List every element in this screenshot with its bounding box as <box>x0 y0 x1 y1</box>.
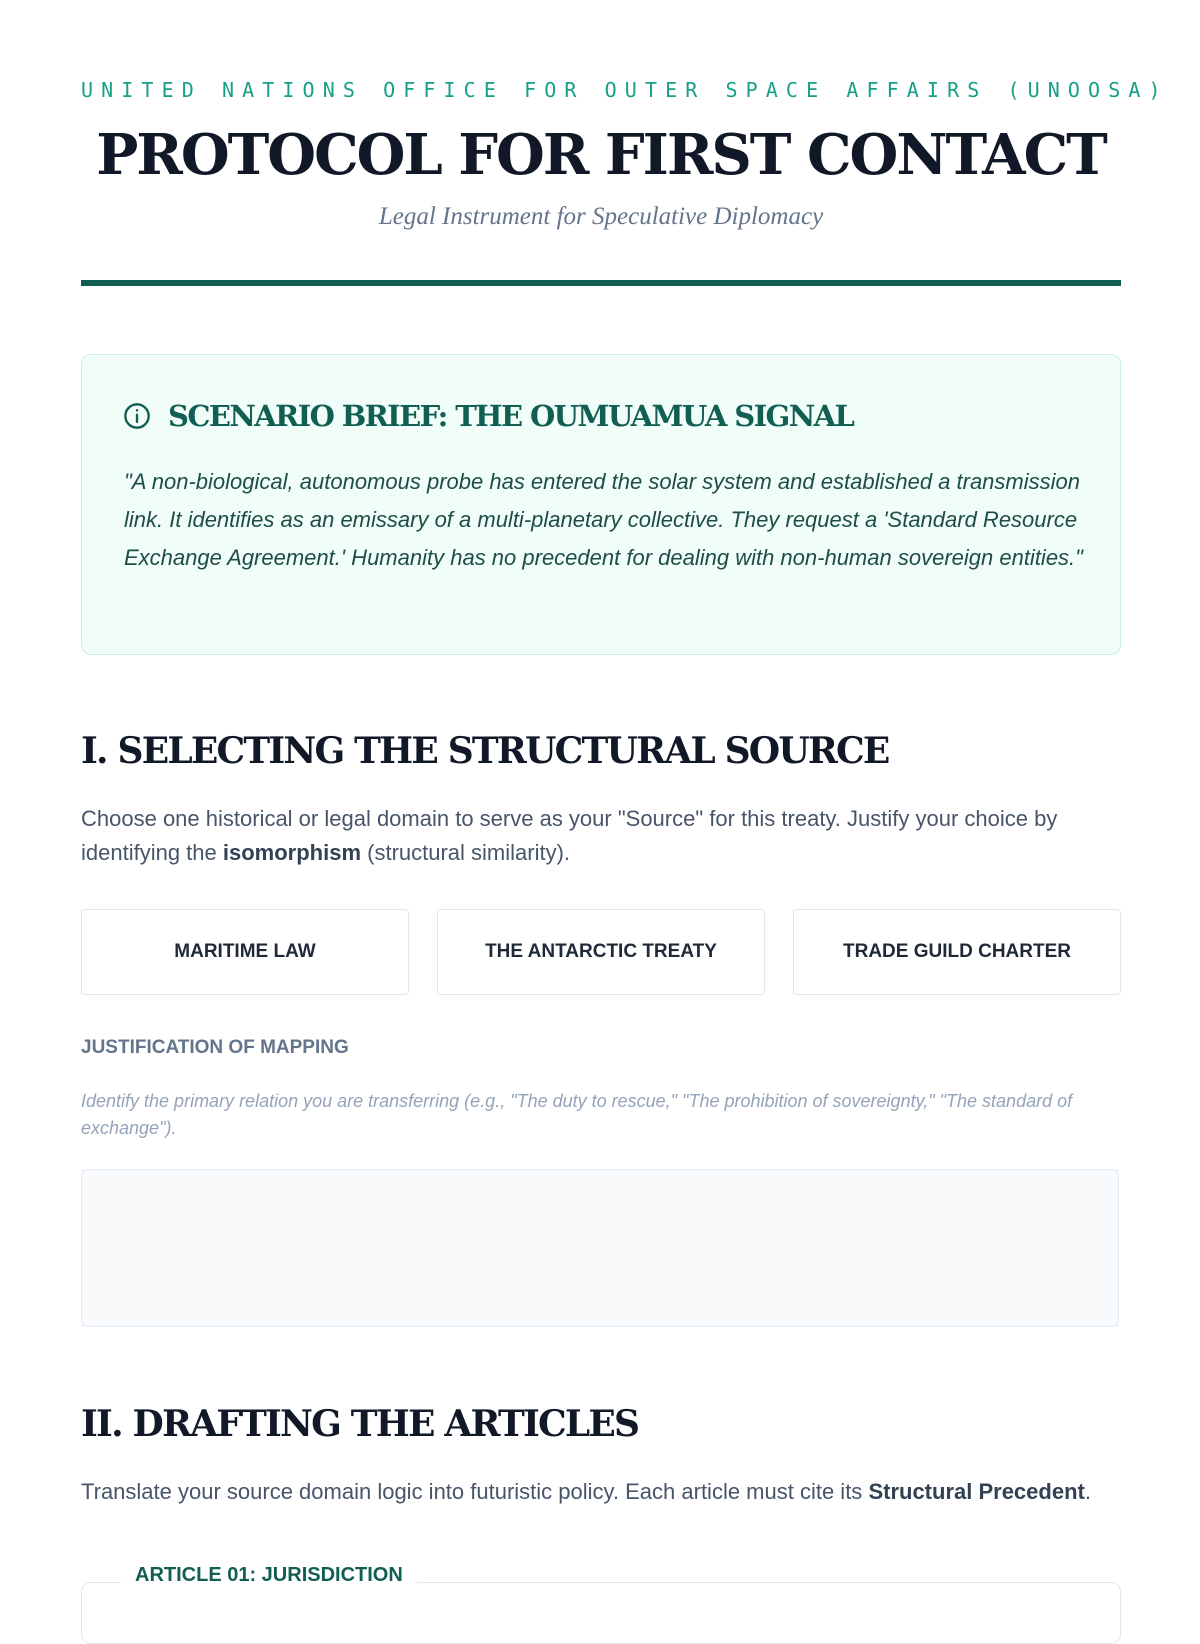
page-title: PROTOCOL FOR FIRST CONTACT <box>96 122 1106 188</box>
scenario-brief-title: SCENARIO BRIEF: THE OUMUAMUA SIGNAL <box>168 399 854 433</box>
article-01-legend: ARTICLE 01: JURISDICTION <box>121 1564 417 1587</box>
intro-text-end: (structural similarity). <box>361 840 571 865</box>
intro-emphasis: Structural Precedent <box>868 1479 1085 1504</box>
scenario-brief-card <box>81 354 1121 655</box>
page-subtitle: Legal Instrument for Speculative Diplomacy <box>378 203 824 230</box>
option-maritime-law[interactable]: MARITIME LAW <box>81 909 409 995</box>
option-trade-guild-charter[interactable]: TRADE GUILD CHARTER <box>793 909 1121 995</box>
justification-hint: Identify the primary relation you are transferring (e.g., "The duty to rescue," "The prohibition of sovereignty," "The standard of exchange"). <box>81 1091 1073 1138</box>
header-divider <box>81 280 1121 286</box>
justification-textarea[interactable] <box>81 1169 1119 1327</box>
justification-label: JUSTIFICATION OF MAPPING <box>81 1037 349 1058</box>
scenario-brief-header <box>123 399 853 433</box>
section-heading-structural-source: I. SELECTING THE STRUCTURAL SOURCE <box>81 730 889 772</box>
info-icon <box>123 402 151 430</box>
scenario-brief-text: "A non-biological, autonomous probe has entered the solar system and established a transmission link. It identifies as an emissary of a multi-planetary collective. They request a 'Standard Resource Exchange Agreement.' Humanity has no precedent for dealing with non-human sovereign entities." <box>124 469 1083 570</box>
intro-text: Translate your source domain logic into futuristic policy. Each article must cite its <box>81 1479 869 1504</box>
section-intro-structural-source <box>81 802 1121 870</box>
intro-text-end: . <box>1084 1479 1091 1504</box>
option-antarctic-treaty[interactable]: THE ANTARCTIC TREATY <box>437 909 765 995</box>
intro-text: Choose one historical or legal domain to serve as your "Source" for this treaty. Justify your choice by identifying the <box>81 806 1058 865</box>
intro-emphasis: isomorphism <box>222 840 362 865</box>
section-heading-drafting-articles: II. DRAFTING THE ARTICLES <box>81 1403 639 1445</box>
agency-eyebrow: UNITED NATIONS OFFICE FOR OUTER SPACE AFFAIRS (UNOOSA) <box>81 78 1169 102</box>
section-intro-drafting-articles <box>81 1475 1121 1509</box>
source-domain-options <box>81 909 1121 995</box>
article-01-card <box>81 1582 1121 1644</box>
